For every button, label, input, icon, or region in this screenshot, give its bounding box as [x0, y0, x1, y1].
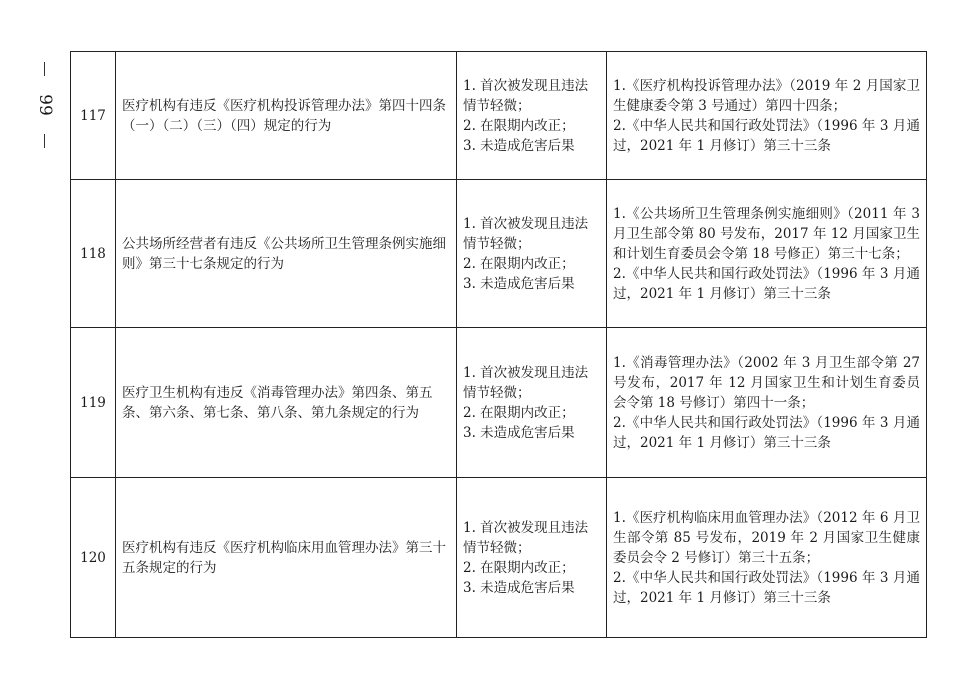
violation-description: 医疗机构有违反《医疗机构临床用血管理办法》第三十五条规定的行为 — [116, 478, 457, 638]
basis-item: 2.《中华人民共和国行政处罚法》（1996 年 3 月通过，2021 年 1 月修订）第三十三条 — [613, 265, 920, 302]
legal-basis — [607, 52, 927, 180]
condition-item: 3. 未造成危害后果 — [463, 137, 575, 154]
condition-item: 3. 未造成危害后果 — [463, 424, 575, 441]
exemption-conditions — [457, 328, 607, 478]
legal-basis — [607, 328, 927, 478]
condition-item: 1. 首次被发现且违法情节轻微； — [463, 215, 589, 252]
legal-basis — [607, 180, 927, 328]
condition-item: 3. 未造成危害后果 — [463, 579, 575, 596]
basis-item: 1.《公共场所卫生管理条例实施细则》（2011 年 3 月卫生部令第 80 号发布，2017 年 12 月国家卫生和计划生育委员会令第 18 号修正）第三十七条； — [613, 205, 920, 262]
basis-item: 1.《消毒管理办法》（2002 年 3 月卫生部令第 27 号发布，2017 年 12 月国家卫生和计划生育委员会令第 18 号修订）第四十一条； — [613, 354, 920, 411]
condition-item: 2. 在限期内改正； — [463, 117, 575, 134]
row-index: 120 — [71, 478, 116, 638]
exemption-conditions — [457, 478, 607, 638]
violation-description: 医疗机构有违反《医疗机构投诉管理办法》第四十四条（一）（二）（三）（四）规定的行为 — [116, 52, 457, 180]
row-index: 117 — [71, 52, 116, 180]
violation-description: 公共场所经营者有违反《公共场所卫生管理条例实施细则》第三十七条规定的行为 — [116, 180, 457, 328]
basis-item: 2.《中华人民共和国行政处罚法》（1996 年 3 月通过，2021 年 1 月修订）第三十三条 — [613, 414, 920, 451]
table-row — [71, 478, 927, 638]
row-index: 119 — [71, 328, 116, 478]
regulation-table — [70, 51, 927, 638]
page-number-rule-top — [44, 62, 45, 76]
exemption-conditions — [457, 52, 607, 180]
condition-item: 1. 首次被发现且违法情节轻微； — [463, 519, 589, 556]
condition-item: 2. 在限期内改正； — [463, 255, 575, 272]
row-index: 118 — [71, 180, 116, 328]
condition-item: 2. 在限期内改正； — [463, 404, 575, 421]
violation-description: 医疗卫生机构有违反《消毒管理办法》第四条、第五条、第六条、第七条、第八条、第九条规定的行为 — [116, 328, 457, 478]
page-number: 99 — [35, 94, 55, 116]
page-number-marker — [30, 62, 60, 152]
table-row — [71, 180, 927, 328]
table-row — [71, 52, 927, 180]
exemption-conditions — [457, 180, 607, 328]
basis-item: 2.《中华人民共和国行政处罚法》（1996 年 3 月通过，2021 年 1 月修订）第三十三条 — [613, 569, 920, 606]
basis-item: 1.《医疗机构投诉管理办法》（2019 年 2 月国家卫生健康委令第 3 号通过）第四十四条； — [613, 77, 920, 114]
basis-item: 2.《中华人民共和国行政处罚法》（1996 年 3 月通过，2021 年 1 月修订）第三十三条 — [613, 117, 920, 154]
page-number-rule-bottom — [44, 134, 45, 148]
condition-item: 2. 在限期内改正； — [463, 559, 575, 576]
condition-item: 3. 未造成危害后果 — [463, 275, 575, 292]
legal-basis — [607, 478, 927, 638]
table-row — [71, 328, 927, 478]
condition-item: 1. 首次被发现且违法情节轻微； — [463, 77, 589, 114]
condition-item: 1. 首次被发现且违法情节轻微； — [463, 364, 589, 401]
basis-item: 1.《医疗机构临床用血管理办法》（2012 年 6 月卫生部令第 85 号发布，2019 年 2 月国家卫生健康委员会令 2 号修订）第三十五条； — [613, 509, 920, 566]
